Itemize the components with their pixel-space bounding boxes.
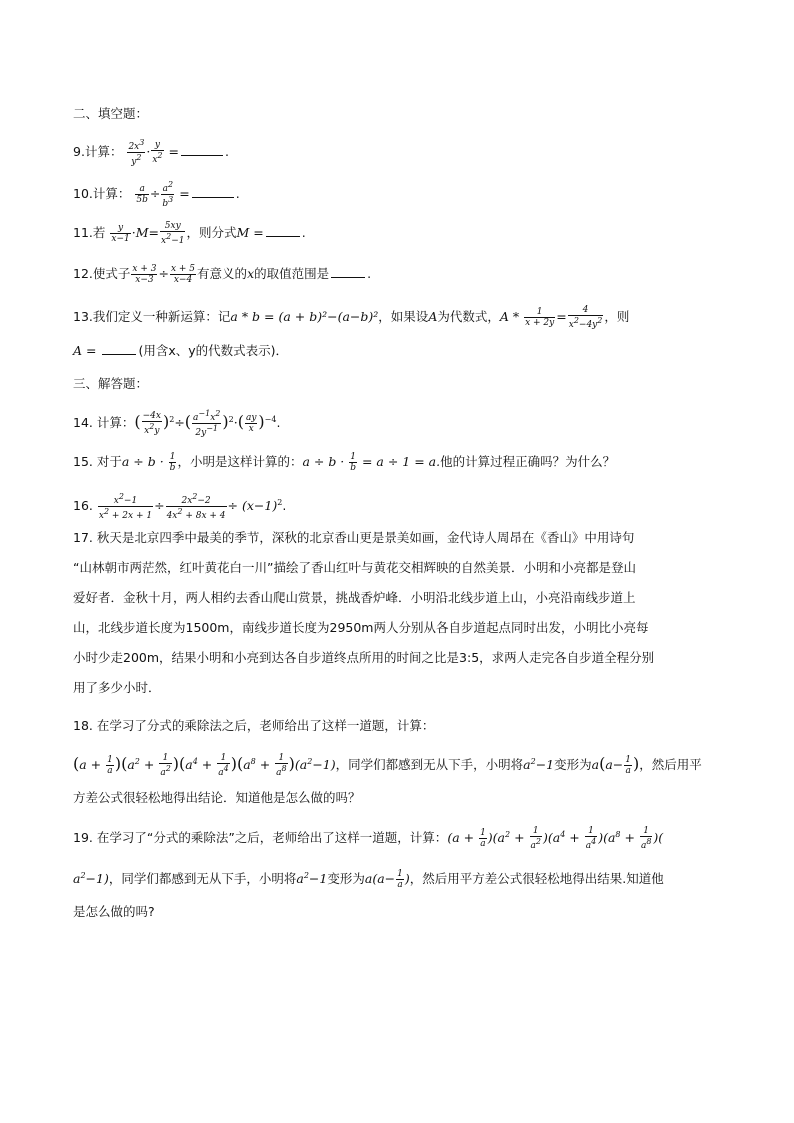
fraction: $\frac{1}{a}$ xyxy=(480,828,486,850)
fraction: $\frac{x^2-1}{x^2 + 2x + 1}$ xyxy=(98,492,153,521)
q17-line-5: 小时少走200m，结果小明和小亮到达各自步道终点所用的时间之比是3:5，求两人走完各自步道全程分别 xyxy=(73,650,655,665)
question-11: 11.若 $\frac{y}{x-1}$ ·M= $\frac{5xy}{x^2-1}$ ，则分式M = . xyxy=(73,221,306,246)
q17-line-4: 山，北线步道长度为1500m，南线步道长度为2950m两人分别从各自步道起点同时出发，小明比小亮每 xyxy=(73,620,649,635)
fraction: $\frac{2x^3}{y^2}$ xyxy=(128,138,145,167)
question-16: 16. $\frac{x^2-1}{x^2 + 2x + 1}$ ÷ $\frac{2x^2-2}{4x^2 + 8x + 4}$ ÷ $(x-1)^2$. xyxy=(73,492,287,521)
fraction: $\frac{1}{b}$ xyxy=(169,452,176,473)
q17-line-1: 17. 秋天是北京四季中最美的季节，深秋的北京香山更是景美如画，金代诗人周昂在《香山》中用诗句 xyxy=(73,530,635,545)
answer-blank[interactable] xyxy=(181,143,223,156)
question-15: 15. 对于a ÷ b · $\frac{1}{b}$ ，小明是这样计算的：a ÷ b · $\frac{1}{b}$ = a ÷ 1 = a.他的计算过程正确吗？为什么？ xyxy=(73,452,616,473)
question-13: 13.我们定义一种新运算：记a * b = (a + b)²−(a−b)²，如果设A为代数式，A * $\frac{1}{x + 2y}$ = $\frac{4}{x^2-4y^2}$ ，则 xyxy=(73,305,630,330)
question-10: 10.计算： $\frac{a}{5b}$ ÷ $\frac{a^2}{b^3}$ = . xyxy=(73,180,240,209)
fraction: $\frac{1}{a}$ xyxy=(625,755,632,777)
fraction: $\frac{1}{x + 2y}$ xyxy=(525,307,555,328)
section-fill-blank: 二、填空题： xyxy=(73,106,149,121)
fraction: $\frac{1}{a^4}$ xyxy=(585,826,597,852)
fraction: $\frac{y}{x-1}$ xyxy=(111,223,130,244)
question-19: 19. 在学习了“分式的乘除法”之后，老师给出了这样一道题，计算：(a + $\frac{1}{a}$ )($a^2$ + $\frac{1}{a^2}$ )($a^4$ + $\frac{1}{a^4}$ )($a^8$ + $\frac{1}{a^8}$ )( xyxy=(73,826,664,852)
answer-blank[interactable] xyxy=(331,265,365,278)
fraction: $\frac{5xy}{x^2-1}$ xyxy=(161,221,185,246)
fraction: $\frac{2x^2-2}{4x^2 + 8x + 4}$ xyxy=(166,492,226,521)
fraction: $\frac{1}{a}$ xyxy=(107,755,113,777)
fraction: $\frac{x + 5}{x-4}$ xyxy=(170,264,196,285)
question-18-line-3: 方差公式很轻松地得出结论．知道他是怎么做的吗？ xyxy=(73,790,361,805)
question-13-line-2: A = (用含x、y的代数式表示)． xyxy=(73,343,289,358)
answer-blank[interactable] xyxy=(192,185,234,198)
fraction: $\frac{1}{a}$ xyxy=(397,869,403,891)
question-19-line-2: $a^2-1$)，同学们都感到无从下手，小明将$a^2-1$变形为a(a− $\frac{1}{a}$ )，然后用平方差公式很轻松地得出结果.知道他 xyxy=(73,869,664,891)
fraction: $\frac{1}{a^8}$ xyxy=(640,826,652,852)
fraction: $\frac{1}{a^2}$ xyxy=(160,753,171,779)
question-18-line-2: (a + $\frac{1}{a}$ )($a^2$ + $\frac{1}{a^2}$ )($a^4$ + $\frac{1}{a^4}$ )($a^8$ + $\frac{1}{a^8}$ )$(a^2-1)$，同学们都感到无从下手，小明将$a^2-1$变形为a(a− $\frac{1}{a}$ )，然后用平 xyxy=(73,753,702,779)
fraction: $\frac{1}{a^4}$ xyxy=(218,753,229,779)
question-14: 14. 计算：( $\frac{-4x}{x^2y}$ )$^2$÷( $\frac{a^{-1}x^2}{2y^{-1}}$ )$^2$·( $\frac{ay}{x}$ )$^{-4}$. xyxy=(73,409,281,438)
fraction: $\frac{ay}{x}$ xyxy=(245,413,257,434)
fraction: $\frac{a}{5b}$ xyxy=(136,184,148,205)
fraction: $\frac{-4x}{x^2y}$ xyxy=(142,411,161,436)
answer-blank[interactable] xyxy=(266,224,300,237)
question-9: 9.计算： $\frac{2x^3}{y^2}$ · $\frac{y}{x^2}$ = . xyxy=(73,138,229,167)
question-19-line-3: 是怎么做的吗? xyxy=(73,904,155,919)
q17-line-2: “山林朝市两茫然，红叶黄花白一川”描绘了香山红叶与黄花交相辉映的自然美景．小明和小亮都是登山 xyxy=(73,560,636,575)
fraction: $\frac{x + 3}{x-3}$ xyxy=(132,264,157,285)
q17-line-3: 爱好者．金秋十月，两人相约去香山爬山赏景，挑战香炉峰．小明沿北线步道上山，小亮沿南线步道上 xyxy=(73,590,636,605)
fraction: $\frac{a^2}{b^3}$ xyxy=(162,180,174,209)
fraction: $\frac{1}{a^2}$ xyxy=(530,826,541,852)
question-17 xyxy=(73,523,723,703)
answer-blank[interactable] xyxy=(102,342,136,355)
fraction: $\frac{y}{x^2}$ xyxy=(152,140,163,165)
fraction: $\frac{4}{x^2-4y^2}$ xyxy=(568,305,603,330)
q17-line-6: 用了多少小时． xyxy=(73,680,161,695)
fraction: $\frac{1}{a^8}$ xyxy=(276,753,287,779)
fraction: $\frac{1}{b}$ xyxy=(350,452,357,473)
fraction: $\frac{a^{-1}x^2}{2y^{-1}}$ xyxy=(193,409,221,438)
section-solve: 三、解答题： xyxy=(73,376,149,391)
question-12: 12.使式子 $\frac{x + 3}{x-3}$ ÷ $\frac{x + 5}{x-4}$ 有意义的x的取值范围是 . xyxy=(73,264,372,285)
question-18: 18. 在学习了分式的乘除法之后，老师给出了这样一道题，计算： xyxy=(73,718,435,733)
